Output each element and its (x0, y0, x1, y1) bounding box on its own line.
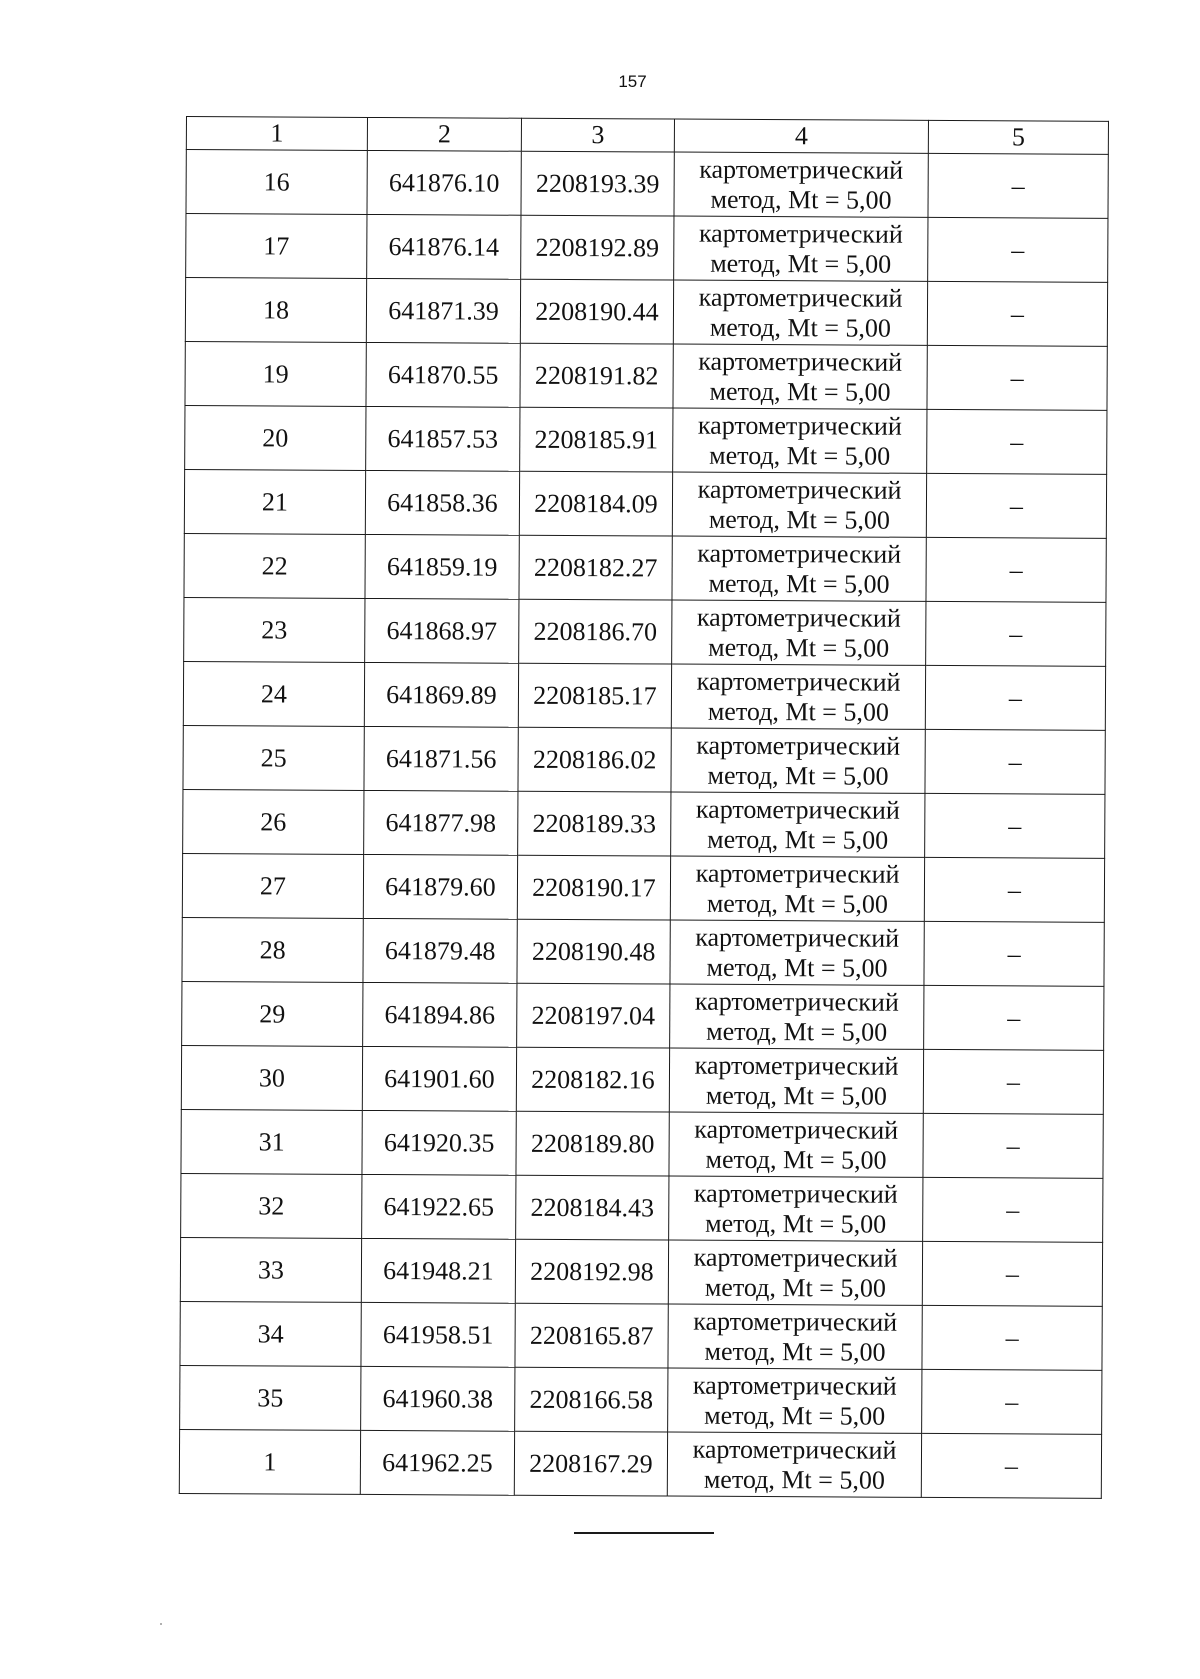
method-line-1: картометрический (698, 346, 903, 377)
method-cell (668, 1304, 922, 1369)
y-coordinate-cell: 2208190.48 (517, 919, 670, 984)
x-coordinate-cell: 641962.25 (360, 1430, 514, 1495)
method-line-1: картометрический (698, 218, 903, 249)
x-coordinate-cell: 641858.36 (365, 470, 519, 535)
method-line-2: метод, Mt = 5,00 (708, 568, 890, 599)
table-row (184, 597, 1106, 666)
x-coordinate-cell: 641868.97 (365, 598, 519, 663)
method-line-2: метод, Mt = 5,00 (707, 824, 889, 855)
point-number-cell: 18 (185, 278, 366, 343)
table-row (179, 1429, 1101, 1498)
page-number: 157 (618, 72, 647, 91)
table-row (184, 469, 1106, 538)
method-cell (669, 1176, 923, 1241)
method-line-1: картометрический (692, 1434, 897, 1465)
point-number-cell: 19 (185, 341, 366, 406)
header-col-4: 4 (674, 119, 928, 153)
note-cell: – (928, 153, 1108, 218)
method-cell (669, 1112, 923, 1177)
point-number-cell: 32 (181, 1173, 362, 1238)
table-row (183, 661, 1105, 730)
point-number-cell: 34 (180, 1301, 361, 1366)
method-line-2: метод, Mt = 5,00 (706, 1016, 888, 1047)
note-cell: – (924, 857, 1104, 922)
method-line-1: картометрический (695, 794, 900, 825)
method-line-2: метод, Mt = 5,00 (709, 376, 891, 407)
method-cell (672, 472, 926, 537)
y-coordinate-cell: 2208189.33 (518, 791, 671, 856)
table-row (185, 341, 1107, 410)
header-col-5: 5 (928, 120, 1108, 154)
method-line-2: метод, Mt = 5,00 (706, 888, 888, 919)
x-coordinate-cell: 641871.39 (366, 278, 520, 343)
point-number-cell: 27 (182, 853, 363, 918)
y-coordinate-cell: 2208192.89 (521, 215, 674, 280)
y-coordinate-cell: 2208182.16 (516, 1047, 669, 1112)
table-row (182, 981, 1104, 1050)
x-coordinate-cell: 641879.60 (363, 854, 517, 919)
y-coordinate-cell: 2208186.02 (518, 727, 671, 792)
x-coordinate-cell: 641948.21 (361, 1238, 515, 1303)
table-row (185, 278, 1107, 347)
x-coordinate-cell: 641859.19 (365, 534, 519, 599)
x-coordinate-cell: 641871.56 (364, 726, 518, 791)
note-cell: – (926, 601, 1106, 666)
x-coordinate-cell: 641894.86 (363, 982, 517, 1047)
method-cell (670, 984, 924, 1049)
method-line-2: метод, Mt = 5,00 (708, 632, 890, 663)
method-line-1: картометрический (696, 730, 901, 761)
note-cell: – (926, 537, 1106, 602)
method-line-2: метод, Mt = 5,00 (709, 440, 891, 471)
note-cell: – (928, 217, 1108, 282)
point-number-cell: 23 (184, 597, 365, 662)
method-line-1: картометрический (697, 538, 902, 569)
table-row (180, 1365, 1102, 1434)
x-coordinate-cell: 641869.89 (364, 662, 518, 727)
x-coordinate-cell: 641876.14 (367, 214, 521, 279)
y-coordinate-cell: 2208165.87 (515, 1303, 668, 1368)
method-line-2: метод, Mt = 5,00 (708, 504, 890, 535)
method-line-2: метод, Mt = 5,00 (706, 952, 888, 983)
y-coordinate-cell: 2208182.27 (519, 535, 672, 600)
x-coordinate-cell: 641901.60 (362, 1046, 516, 1111)
note-cell: – (925, 729, 1105, 794)
coordinates-table-container (179, 116, 1108, 1499)
x-coordinate-cell: 641857.53 (366, 406, 520, 471)
table-row (184, 533, 1106, 602)
method-cell (673, 408, 927, 473)
method-line-2: метод, Mt = 5,00 (704, 1272, 886, 1303)
method-cell (673, 344, 927, 409)
note-cell: – (922, 1305, 1102, 1370)
method-cell (669, 1048, 923, 1113)
x-coordinate-cell: 641876.10 (367, 150, 521, 215)
point-number-cell: 16 (186, 150, 367, 215)
method-cell (670, 856, 924, 921)
method-line-1: картометрический (696, 666, 901, 697)
x-coordinate-cell: 641958.51 (361, 1302, 515, 1367)
x-coordinate-cell: 641920.35 (362, 1110, 516, 1175)
y-coordinate-cell: 2208184.43 (516, 1175, 669, 1240)
y-coordinate-cell: 2208190.44 (520, 279, 673, 344)
method-line-1: картометрический (693, 1178, 898, 1209)
method-line-2: метод, Mt = 5,00 (704, 1400, 886, 1431)
method-cell (674, 216, 928, 281)
table-row (181, 1109, 1103, 1178)
note-cell: – (927, 345, 1107, 410)
header-col-3: 3 (521, 118, 674, 152)
method-line-1: картометрический (695, 922, 900, 953)
point-number-cell: 31 (181, 1109, 362, 1174)
method-cell (671, 792, 925, 857)
method-line-2: метод, Mt = 5,00 (707, 760, 889, 791)
method-cell (671, 728, 925, 793)
method-cell (668, 1240, 922, 1305)
method-line-2: метод, Mt = 5,00 (710, 184, 892, 215)
x-coordinate-cell: 641922.65 (362, 1174, 516, 1239)
point-number-cell: 1 (179, 1429, 360, 1494)
method-line-2: метод, Mt = 5,00 (710, 248, 892, 279)
method-line-1: картометрический (694, 986, 899, 1017)
note-cell: – (927, 281, 1107, 346)
table-header (186, 117, 1108, 155)
header-col-1: 1 (186, 117, 367, 151)
method-line-2: метод, Mt = 5,00 (703, 1464, 885, 1495)
x-coordinate-cell: 641960.38 (361, 1366, 515, 1431)
note-cell: – (927, 409, 1107, 474)
table-row (180, 1237, 1102, 1306)
point-number-cell: 21 (184, 469, 365, 534)
point-number-cell: 22 (184, 533, 365, 598)
point-number-cell: 25 (183, 725, 364, 790)
point-number-cell: 20 (185, 405, 366, 470)
method-cell (672, 536, 926, 601)
note-cell: – (924, 985, 1104, 1050)
table-row (185, 405, 1107, 474)
header-col-2: 2 (367, 117, 521, 151)
table-row (182, 917, 1104, 986)
method-line-2: метод, Mt = 5,00 (705, 1144, 887, 1175)
point-number-cell: 28 (182, 917, 363, 982)
method-line-1: картометрический (697, 410, 902, 441)
point-number-cell: 26 (183, 789, 364, 854)
y-coordinate-cell: 2208184.09 (519, 471, 672, 536)
table-row (186, 150, 1108, 219)
y-coordinate-cell: 2208192.98 (515, 1239, 668, 1304)
table-row (186, 214, 1108, 283)
method-cell (672, 600, 926, 665)
point-number-cell: 30 (181, 1045, 362, 1110)
method-line-1: картометрический (695, 858, 900, 889)
y-coordinate-cell: 2208189.80 (516, 1111, 669, 1176)
method-cell (667, 1432, 921, 1497)
note-cell: – (922, 1369, 1102, 1434)
note-cell: – (924, 921, 1104, 986)
table-row (183, 789, 1105, 858)
table-row (180, 1301, 1102, 1370)
x-coordinate-cell: 641879.48 (363, 918, 517, 983)
y-coordinate-cell: 2208190.17 (517, 855, 670, 920)
note-cell: – (925, 793, 1105, 858)
method-line-2: метод, Mt = 5,00 (704, 1336, 886, 1367)
method-line-1: картометрический (699, 154, 904, 185)
y-coordinate-cell: 2208166.58 (515, 1367, 668, 1432)
method-line-2: метод, Mt = 5,00 (709, 312, 891, 343)
table-row (182, 853, 1104, 922)
note-cell: – (921, 1433, 1101, 1498)
point-number-cell: 33 (180, 1237, 361, 1302)
method-cell (673, 280, 927, 345)
scan-speck (160, 1623, 162, 1625)
method-line-1: картометрический (693, 1242, 898, 1273)
point-number-cell: 24 (183, 661, 364, 726)
table-row (183, 725, 1105, 794)
method-cell (674, 152, 928, 217)
method-cell (668, 1368, 922, 1433)
y-coordinate-cell: 2208193.39 (521, 151, 674, 216)
method-line-2: метод, Mt = 5,00 (707, 696, 889, 727)
method-line-1: картометрический (698, 282, 903, 313)
method-line-1: картометрический (694, 1114, 899, 1145)
note-cell: – (922, 1241, 1102, 1306)
y-coordinate-cell: 2208185.17 (518, 663, 671, 728)
method-line-1: картометрический (697, 474, 902, 505)
y-coordinate-cell: 2208167.29 (514, 1431, 667, 1496)
note-cell: – (923, 1049, 1103, 1114)
y-coordinate-cell: 2208191.82 (520, 343, 673, 408)
header-row (186, 117, 1108, 155)
x-coordinate-cell: 641877.98 (364, 790, 518, 855)
note-cell: – (926, 473, 1106, 538)
point-number-cell: 29 (182, 981, 363, 1046)
y-coordinate-cell: 2208186.70 (519, 599, 672, 664)
method-cell (670, 920, 924, 985)
footer-divider-line (574, 1532, 714, 1534)
method-cell (671, 664, 925, 729)
method-line-1: картометрический (696, 602, 901, 633)
point-number-cell: 35 (180, 1365, 361, 1430)
note-cell: – (923, 1113, 1103, 1178)
coordinates-table (179, 116, 1109, 1499)
note-cell: – (923, 1177, 1103, 1242)
method-line-2: метод, Mt = 5,00 (705, 1080, 887, 1111)
y-coordinate-cell: 2208185.91 (520, 407, 673, 472)
note-cell: – (925, 665, 1105, 730)
point-number-cell: 17 (186, 214, 367, 279)
table-row (181, 1045, 1103, 1114)
table-row (181, 1173, 1103, 1242)
method-line-2: метод, Mt = 5,00 (705, 1208, 887, 1239)
y-coordinate-cell: 2208197.04 (517, 983, 670, 1048)
x-coordinate-cell: 641870.55 (366, 342, 520, 407)
method-line-1: картометрический (693, 1306, 898, 1337)
table-body (179, 150, 1108, 1499)
method-line-1: картометрический (694, 1050, 899, 1081)
method-line-1: картометрический (692, 1370, 897, 1401)
